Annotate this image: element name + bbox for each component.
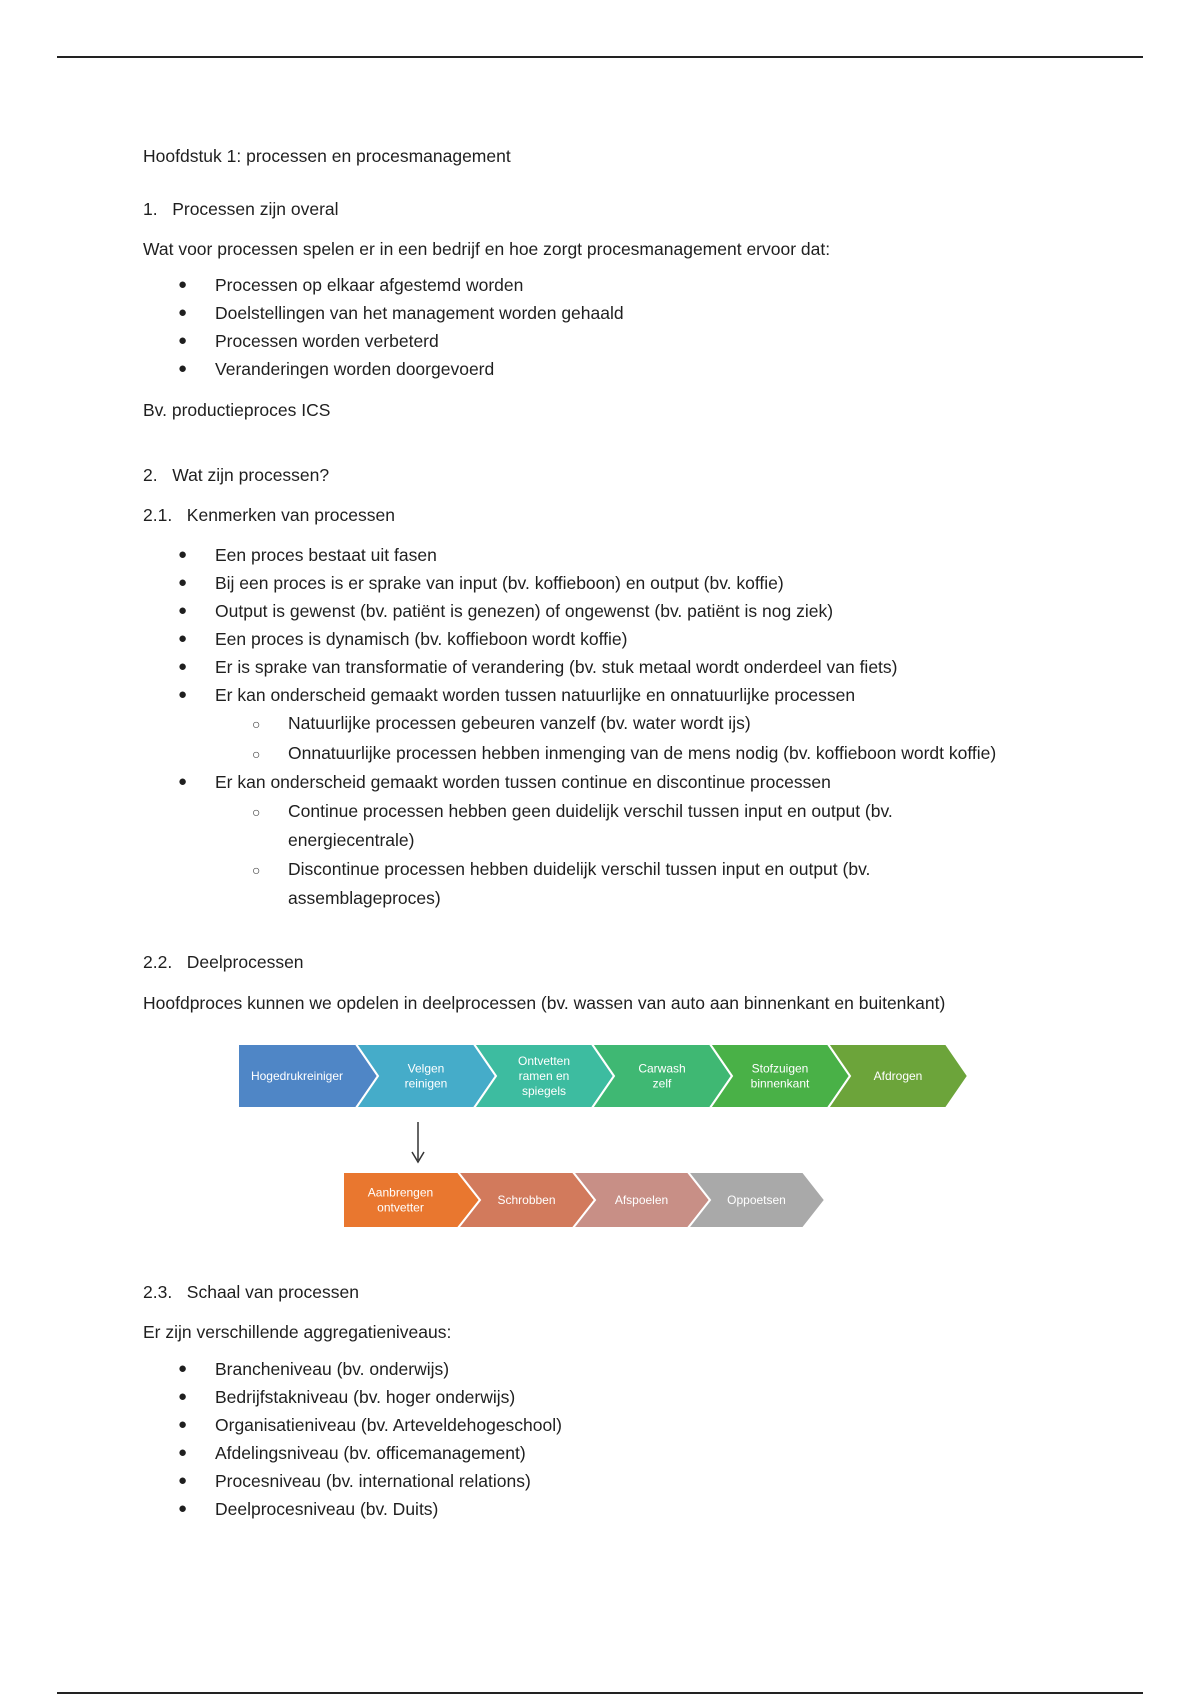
s21-sub-continuous-1b: energiecentrale) <box>288 830 415 850</box>
s23-bullet-5: Procesniveau (bv. international relations) <box>215 1471 531 1491</box>
sub-bullet-icon: ○ <box>252 746 261 762</box>
s21-sub-continuous-2a: Discontinue processen hebben duidelijk verschil tussen input en output (bv. <box>288 859 871 879</box>
footer-rule <box>57 1692 1143 1694</box>
section-2-title: Wat zijn processen? <box>172 465 330 485</box>
main-step-label: reinigen <box>404 1076 448 1091</box>
bullet-icon: ● <box>178 1472 188 1489</box>
s21-bullet-5: Er is sprake van transformatie of verandering (bv. stuk metaal wordt onderdeel van fiets) <box>215 657 898 677</box>
s23-bullet-2: Bedrijfstakniveau (bv. hoger onderwijs) <box>215 1387 516 1407</box>
main-step-label: Ontvetten <box>517 1054 571 1068</box>
bullet-icon: ● <box>178 1444 188 1461</box>
section-2-3-number: 2.3. <box>143 1282 173 1302</box>
section-2-3-title: Schaal van processen <box>186 1282 359 1302</box>
section-2-3-intro: Er zijn verschillende aggregatieniveaus: <box>143 1322 452 1342</box>
bullet-icon: ● <box>178 1416 188 1433</box>
main-step-label: Hogedrukreiniger <box>250 1069 344 1083</box>
bullet-icon: ● <box>178 304 188 321</box>
section-2-number: 2. <box>143 465 158 485</box>
s21-bullet-7: Er kan onderscheid gemaakt worden tussen continue en discontinue processen <box>215 772 831 792</box>
s23-bullet-3: Organisatieniveau (bv. Arteveldehogeschool) <box>215 1415 562 1435</box>
section-2-2-title: Deelprocessen <box>186 952 304 972</box>
section-1-title: Processen zijn overal <box>172 199 339 219</box>
bullet-icon: ● <box>178 546 188 563</box>
section-2-2-text: Hoofdproces kunnen we opdelen in deelprocessen (bv. wassen van auto aan binnenkant en buitenkant) <box>143 993 946 1013</box>
main-step-label: Velgen <box>407 1061 445 1076</box>
s21-bullet-3: Output is gewenst (bv. patiënt is genezen) of ongewenst (bv. patiënt is nog ziek) <box>215 601 834 621</box>
section-2-2-number: 2.2. <box>143 952 173 972</box>
sub-bullet-icon: ○ <box>252 804 261 820</box>
section-2-3-heading <box>143 1282 359 1303</box>
s1-bullet-3: Processen worden verbeterd <box>215 331 439 351</box>
s21-bullet-2: Bij een proces is er sprake van input (bv. koffieboon) en output (bv. koffie) <box>215 573 784 593</box>
sub-step-label: ontvetter <box>377 1200 424 1215</box>
s23-bullet-4: Afdelingsniveau (bv. officemanagement) <box>215 1443 526 1463</box>
s1-bullet-1: Processen op elkaar afgestemd worden <box>215 275 524 295</box>
s21-bullet-6: Er kan onderscheid gemaakt worden tussen natuurlijke en onnatuurlijke processen <box>215 685 856 705</box>
s21-bullet-4: Een proces is dynamisch (bv. koffieboon wordt koffie) <box>215 629 628 649</box>
bullet-icon: ● <box>178 574 188 591</box>
main-step-1 <box>238 1044 378 1108</box>
s21-sub-natural-2: Onnatuurlijke processen hebben inmenging van de mens nodig (bv. koffieboon wordt koffie) <box>288 743 997 763</box>
s1-bullet-4: Veranderingen worden doorgevoerd <box>215 359 495 379</box>
bullet-icon: ● <box>178 1388 188 1405</box>
main-step-5 <box>710 1044 850 1108</box>
sub-step-1 <box>343 1172 480 1228</box>
bullet-icon: ● <box>178 773 188 790</box>
main-step-label: Afdrogen <box>873 1069 923 1083</box>
bullet-icon: ● <box>178 1500 188 1517</box>
main-step-label: Carwash <box>638 1061 686 1076</box>
bullet-icon: ● <box>178 1360 188 1377</box>
sub-step-label: Afspoelen <box>614 1193 669 1207</box>
s21-bullet-1: Een proces bestaat uit fasen <box>215 545 437 565</box>
section-1-intro: Wat voor processen spelen er in een bedrijf en hoe zorgt procesmanagement ervoor dat: <box>143 239 831 259</box>
bullet-icon: ● <box>178 630 188 647</box>
s21-sub-continuous-1a: Continue processen hebben geen duidelijk verschil tussen input en output (bv. <box>288 801 893 821</box>
bullet-icon: ● <box>178 276 188 293</box>
section-1-number: 1. <box>143 199 158 219</box>
main-step-label: ramen en <box>518 1069 570 1083</box>
sub-step-label: Aanbrengen <box>367 1185 434 1200</box>
chapter-title: Hoofdstuk 1: processen en procesmanagement <box>143 146 511 166</box>
main-step-4 <box>592 1044 732 1108</box>
bullet-icon: ● <box>178 658 188 675</box>
s21-sub-continuous-2b: assemblageproces) <box>288 888 441 908</box>
section-1-example: Bv. productieproces ICS <box>143 400 331 420</box>
main-step-6 <box>828 1044 968 1108</box>
main-process-row <box>238 1044 968 1108</box>
sub-bullet-icon: ○ <box>252 716 261 732</box>
sub-process-row <box>343 1172 825 1228</box>
bullet-icon: ● <box>178 360 188 377</box>
main-step-label: spiegels <box>521 1084 567 1098</box>
bullet-icon: ● <box>178 686 188 703</box>
section-2-1-number: 2.1. <box>143 505 173 525</box>
s23-bullet-6: Deelprocesniveau (bv. Duits) <box>215 1499 439 1519</box>
section-2-1-title: Kenmerken van processen <box>186 505 395 525</box>
bullet-icon: ● <box>178 602 188 619</box>
main-step-label: Stofzuigen <box>751 1061 809 1076</box>
main-step-3 <box>474 1044 614 1108</box>
s1-bullet-2: Doelstellingen van het management worden gehaald <box>215 303 624 323</box>
main-step-2 <box>356 1044 496 1108</box>
bullet-icon: ● <box>178 332 188 349</box>
sub-bullet-icon: ○ <box>252 862 261 878</box>
main-step-label: binnenkant <box>750 1076 810 1091</box>
sub-step-label: Oppoetsen <box>727 1193 786 1207</box>
sub-step-label: Schrobben <box>497 1193 556 1207</box>
s23-bullet-1: Brancheniveau (bv. onderwijs) <box>215 1359 450 1379</box>
main-step-label: zelf <box>652 1076 672 1091</box>
s21-sub-natural-1: Natuurlijke processen gebeuren vanzelf (bv. water wordt ijs) <box>288 713 751 733</box>
